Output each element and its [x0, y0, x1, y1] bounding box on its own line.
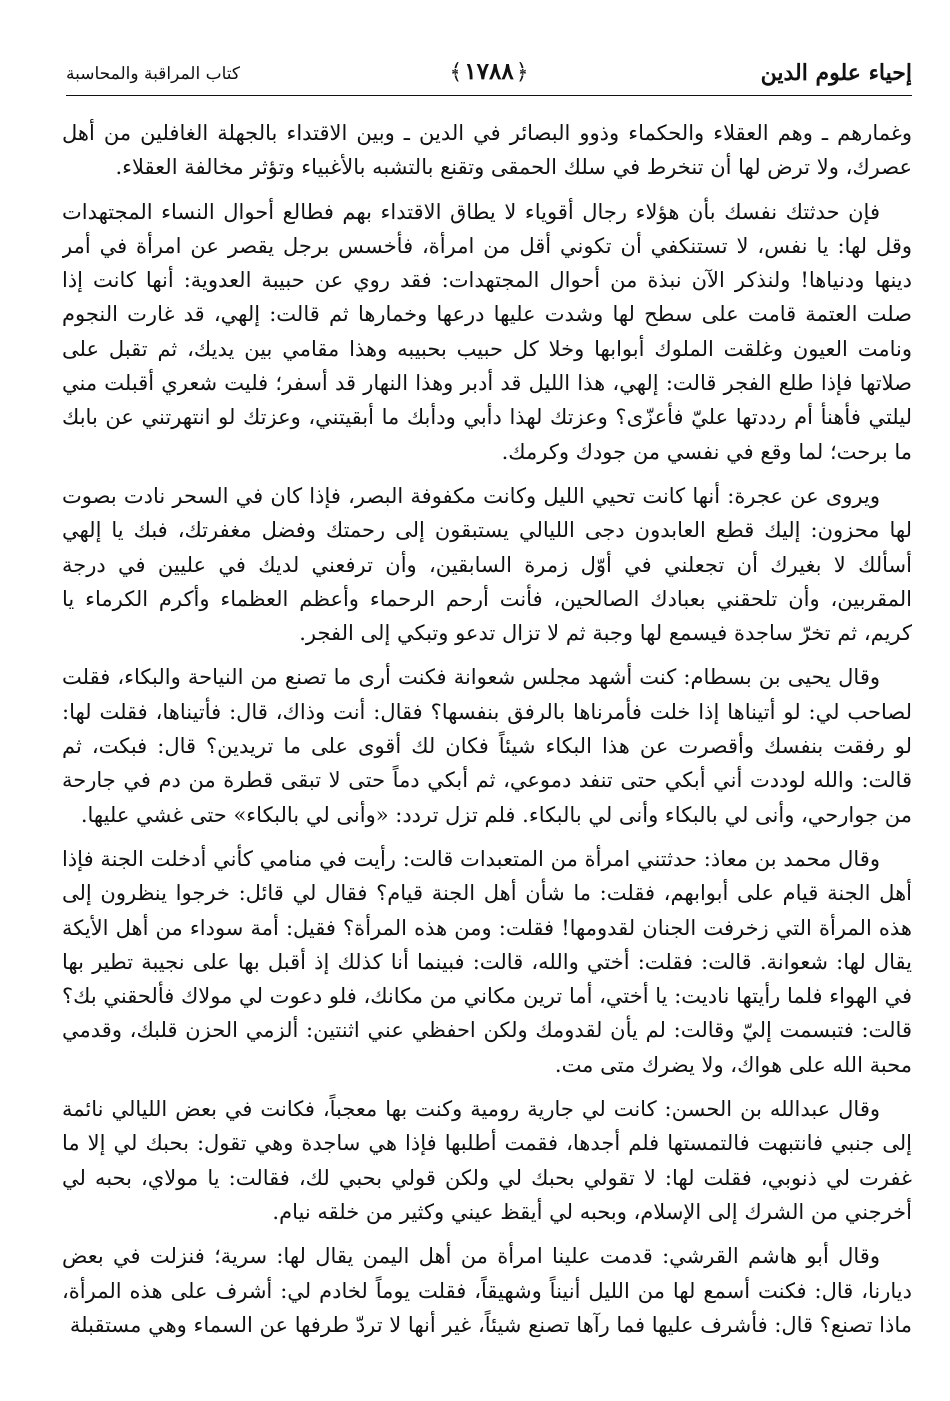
- paragraph: فإن حدثتك نفسك بأن هؤلاء رجال أقوياء لا يطاق الاقتداء بهم فطالع أحوال النساء المجتهدات وقل لها: يا نفس، لا تستنكفي أن تكوني أقل من امرأة، فأخسس برجل يقصر عن امرأة في أمر دينها ودنياها! ولنذكر الآن نبذة من أحوال المجتهدات: فقد روي عن حبيبة العدوية: أنها كانت إذا صلت العتمة قامت على سطح لها وشدت عليها درعها وخمارها ثم قالت: إلهي، قد غارت النجوم ونامت العيون وغلقت الملوك أبوابها وخلا كل حبيب بحبيبه وهذا مقامي بين يديك، ثم تقبل على صلاتها فإذا طلع الفجر قالت: إلهي، هذا الليل قد أدبر وهذا النهار قد أسفر؛ فليت شعري أقبلت مني ليلتي فأهنأ أم رددتها عليّ فأعزّى؟ وعزتك لهذا دأبي ودأبك ما أبقيتني، وعزتك لو انتهرتني عن بابك ما برحت؛ لما وقع في نفسي من جودك وكرمك.: [62, 199, 912, 464]
- book-title: إحياء علوم الدين: [760, 60, 912, 86]
- paragraph: وقال عبدالله بن الحسن: كانت لي جارية رومية وكنت بها معجباً، فكانت في بعض الليالي نائمة إلى جنبي فانتبهت فالتمستها فلم أجدها، فقمت أطلبها فإذا هي ساجدة وهي تقول: بحبك لي إلا ما غفرت لي ذنوبي، فقلت لها: لا تقولي بحبك لي ولكن قولي بحبي لك، فقالت: يا مولاي، بحبه لي أخرجني من الشرك إلى الإسلام، وبحبه لي أيقظ عيني وكثير من خلقه نيام.: [62, 1097, 912, 1224]
- page-number: ١٧٨٨: [464, 58, 514, 85]
- paragraph: وقال أبو هاشم القرشي: قدمت علينا امرأة من أهل اليمن يقال لها: سرية؛ فنزلت في بعض ديارنا، قال: فكنت أسمع لها من الليل أنيناً وشهيقاً، فقلت يوماً لخادم لي: أشرف على هذه المرأة، ماذا تصنع؟ قال: فأشرف عليها فما رآها تصنع شيئاً، غير أنها لا تردّ طرفها عن السماء وهي مستقبلة: [62, 1244, 912, 1337]
- paragraph: وغمارهم ـ وهم العقلاء والحكماء وذوو البصائر في الدين ـ وبين الاقتداء بالجهلة الغافلين من أهل عصرك، ولا ترض لها أن تنخرط في سلك الحمقى وتقنع بالتشبه بالأغبياء وتؤثر مخالفة العقلاء.: [62, 121, 912, 180]
- ornament-bracket-right: ﴿: [515, 60, 529, 85]
- paragraph: وقال يحيى بن بسطام: كنت أشهد مجلس شعوانة فكنت أرى ما تصنع من النياحة والبكاء، فقلت لصاحب لي: لو أتيناها إذا خلت فأمرناها بالرفق بنفسها؟ فقال: أنت وذاك، قال: فأتيناها، فقلت لها: لو رفقت بنفسك وأقصرت عن هذا البكاء شيئاً فكان لك أقوى على ما تريدين؟ قال: فبكت، ثم قالت: والله لوددت أني أبكي حتى تنفد دموعي، ثم أبكي دماً حتى لا تبقى قطرة من دم في جارحة من جوارحي، وأنى لي بالبكاء وأنى لي بالبكاء. فلم تزل تردد: «وأنى لي بالبكاء» حتى غشي عليها.: [62, 665, 912, 827]
- ornament-bracket-left: ﴾: [449, 60, 463, 85]
- chapter-title: كتاب المراقبة والمحاسبة: [66, 64, 241, 84]
- header-divider: [66, 95, 912, 96]
- page-header: [66, 58, 912, 94]
- paragraph: وقال محمد بن معاذ: حدثتني امرأة من المتعبدات قالت: رأيت في منامي كأني أدخلت الجنة فإذا أهل الجنة قيام على أبوابهم، فقلت: ما شأن أهل الجنة قيام؟ فقال لي قائل: خرجوا ينظرون إلى هذه المرأة التي زخرفت الجنان لقدومها! فقلت: ومن هذه المرأة؟ فقيل: أمة سوداء من أهل الأيكة يقال لها: شعوانة. قالت: فقلت: أختي والله، قالت: فبينما أنا كذلك إذ أقبل بها على نجيبة تطير بها في الهواء فلما رأيتها ناديت: يا أختي، أما ترين مكاني من مكانك، فلو دعوت لي مولاك فألحقني بك؟ قالت: فتبسمت إليّ وقالت: لم يأن لقدومك ولكن احفظي عني اثنتين: ألزمي الحزن قلبك، وقدمي محبة الله على هواك، ولا يضرك متى مت.: [62, 846, 912, 1077]
- paragraph: ويروى عن عجرة: أنها كانت تحيي الليل وكانت مكفوفة البصر، فإذا كان في السحر نادت بصوت لها محزون: إليك قطع العابدون دجى الليالي يستبقون إلى رحمتك وفضل مغفرتك، فبك يا إلهي أسألك لا بغيرك أن تجعلني في أوّل زمرة السابقين، وأن ترفعني لديك في عليين في درجة المقربين، وأن تلحقني بعبادك الصالحين، فأنت أرحم الرحماء وأعظم العظماء وأكرم الكرماء يا كريم، ثم تخرّ ساجدة فيسمع لها وجبة ثم لا تزال تدعو وتبكي إلى الفجر.: [62, 483, 912, 646]
- page-number-ornament: [447, 58, 530, 85]
- page-body: [62, 116, 912, 1371]
